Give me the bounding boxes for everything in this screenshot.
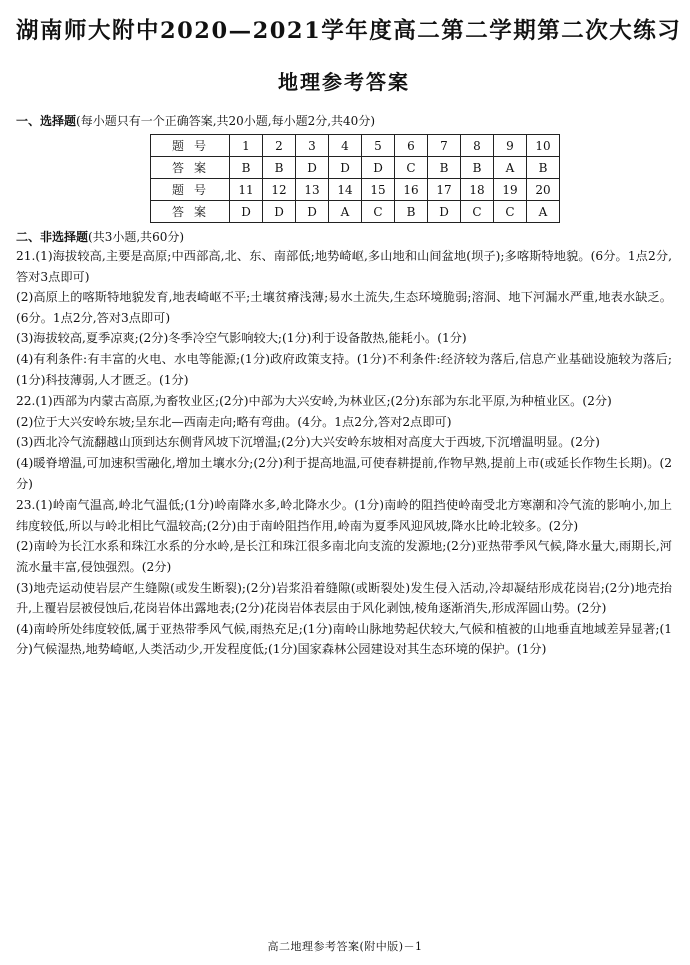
answer-paragraph: (4)南岭所处纬度较低,属于亚热带季风气候,雨热充足;(1分)南岭山脉地势起伏较大,气候和植被的山地垂直地域差异显著;(1分)气候湿热,地势崎岖,人类活动少,开发程度低;(1分)国家森林公园建设对其生态环境的保护。(1分) — [16, 621, 672, 657]
answer-cell: D — [230, 201, 263, 223]
question-number-cell: 3 — [296, 135, 329, 157]
answer-cell: B — [263, 157, 296, 179]
answer-paragraph: 23.(1)岭南气温高,岭北气温低;(1分)岭南降水多,岭北降水少。(1分)南岭的阻挡使岭南受北方寒潮和冷气流的影响小,加上纬度较低,所以与岭北相比气温较高;(2分)由于南岭阻挡作用,岭南为夏季风迎风坡,降水比岭北较多。(2分) — [16, 498, 672, 533]
section2-note: (共3小题,共60分) — [88, 230, 185, 244]
answer-cell: D — [263, 201, 296, 223]
document-subtitle: 地理参考答案 — [278, 70, 410, 94]
row-label-answer: 答案 — [151, 201, 230, 223]
question-number-cell: 20 — [527, 179, 560, 201]
question-number-cell: 19 — [494, 179, 527, 201]
answer-cell: C — [461, 201, 494, 223]
answer-paragraph: (3)西北冷气流翻越山顶到达东侧背风坡下沉增温;(2分)大兴安岭东坡相对高度大于西坡,下沉增温明显。(2分) — [16, 435, 600, 450]
answer-paragraph: 22.(1)西部为内蒙古高原,为畜牧业区;(2分)中部为大兴安岭,为林业区;(2分)东部为东北平原,为种植业区。(2分) — [16, 394, 612, 409]
answer-paragraph: (3)地壳运动使岩层产生缝隙(或发生断裂);(2分)岩浆沿着缝隙(或断裂处)发生侵入活动,冷却凝结形成花岗岩;(2分)地壳抬升,上覆岩层被侵蚀后,花岗岩体出露地表;(2分)花岗岩体表层由于风化剥蚀,棱角逐渐消失,形成浑圆山势。(2分) — [16, 580, 672, 616]
question-number-cell: 1 — [230, 135, 263, 157]
answer-cell: C — [494, 201, 527, 223]
section1-note: (每小题只有一个正确答案,共20小题,每小题2分,共40分) — [76, 114, 375, 128]
question-number-cell: 12 — [263, 179, 296, 201]
answer-cell: D — [428, 201, 461, 223]
answer-cell: B — [461, 157, 494, 179]
answer-cell: D — [296, 201, 329, 223]
answer-table-row-numbers-1 — [151, 135, 560, 157]
section2-title: 二、非选择题 — [16, 230, 89, 244]
section2-heading — [16, 229, 672, 245]
answer-cell: C — [362, 201, 395, 223]
question-number-cell: 6 — [395, 135, 428, 157]
answer-paragraph: (2)位于大兴安岭东坡;呈东北—西南走向;略有弯曲。(4分。1点2分,答对2点即可) — [16, 414, 452, 429]
answer-table-row-answers-1 — [151, 157, 560, 179]
answer-table-row-answers-2 — [151, 201, 560, 223]
answer-table-row-numbers-2 — [151, 179, 560, 201]
answer-cell: B — [395, 201, 428, 223]
question-21 — [16, 246, 672, 390]
question-number-cell: 7 — [428, 135, 461, 157]
page-footer: 高二地理参考答案(附中版)－1 — [267, 940, 423, 953]
row-label-question: 题号 — [151, 135, 230, 157]
question-number-cell: 2 — [263, 135, 296, 157]
document-title: 湖南师大附中2020—2021学年度高二第二学期第二次大练习 — [16, 18, 682, 44]
answer-paragraph: (2)高原上的喀斯特地貌发育,地表崎岖不平;土壤贫瘠浅薄;易水土流失,生态环境脆弱;溶洞、地下河漏水严重,地表水缺乏。(6分。1点2分,答对3点即可) — [16, 290, 672, 325]
question-number-cell: 16 — [395, 179, 428, 201]
answer-cell: D — [329, 157, 362, 179]
question-number-cell: 15 — [362, 179, 395, 201]
answer-cell: A — [527, 201, 560, 223]
question-number-cell: 13 — [296, 179, 329, 201]
question-number-cell: 18 — [461, 179, 494, 201]
question-number-cell: 9 — [494, 135, 527, 157]
row-label-answer: 答案 — [151, 157, 230, 179]
answer-cell: B — [428, 157, 461, 179]
answer-cell: C — [395, 157, 428, 179]
row-label-question: 题号 — [151, 179, 230, 201]
answer-cell: A — [494, 157, 527, 179]
answer-cell: D — [296, 157, 329, 179]
answer-cell: D — [362, 157, 395, 179]
question-number-cell: 4 — [329, 135, 362, 157]
question-number-cell: 11 — [230, 179, 263, 201]
answer-cell: B — [230, 157, 263, 179]
answer-paragraph: 21.(1)海拔较高,主要是高原;中西部高,北、东、南部低;地势崎岖,多山地和山间盆地(坝子);多喀斯特地貌。(6分。1点2分,答对3点即可) — [16, 249, 672, 284]
question-23 — [16, 495, 672, 660]
answer-cell: B — [527, 157, 560, 179]
question-number-cell: 14 — [329, 179, 362, 201]
answer-paragraph: (4)有利条件:有丰富的火电、水电等能源;(1分)政府政策支持。(1分)不利条件:经济较为落后,信息产业基础设施较为落后;(1分)科技薄弱,人才匮乏。(1分) — [16, 351, 672, 387]
section1-title: 一、选择题 — [16, 114, 77, 128]
answer-paragraph: (2)南岭为长江水系和珠江水系的分水岭,是长江和珠江很多南北向支流的发源地;(2分)亚热带季风气候,降水量大,雨期长,河流水量丰富,侵蚀强烈。(2分) — [16, 539, 672, 574]
answer-cell: A — [329, 201, 362, 223]
question-number-cell: 5 — [362, 135, 395, 157]
question-number-cell: 17 — [428, 179, 461, 201]
answer-paragraph: (3)海拔较高,夏季凉爽;(2分)冬季冷空气影响较大;(1分)利于设备散热,能耗小。(1分) — [16, 331, 467, 346]
answer-paragraph: (4)暖脊增温,可加速积雪融化,增加土壤水分;(2分)利于提高地温,可使春耕提前,作物早熟,提前上市(或延长作物生长期)。(2分) — [16, 455, 672, 491]
question-number-cell: 10 — [527, 135, 560, 157]
question-22 — [16, 391, 672, 494]
section1-heading — [16, 113, 672, 129]
answer-table — [150, 134, 560, 223]
question-number-cell: 8 — [461, 135, 494, 157]
